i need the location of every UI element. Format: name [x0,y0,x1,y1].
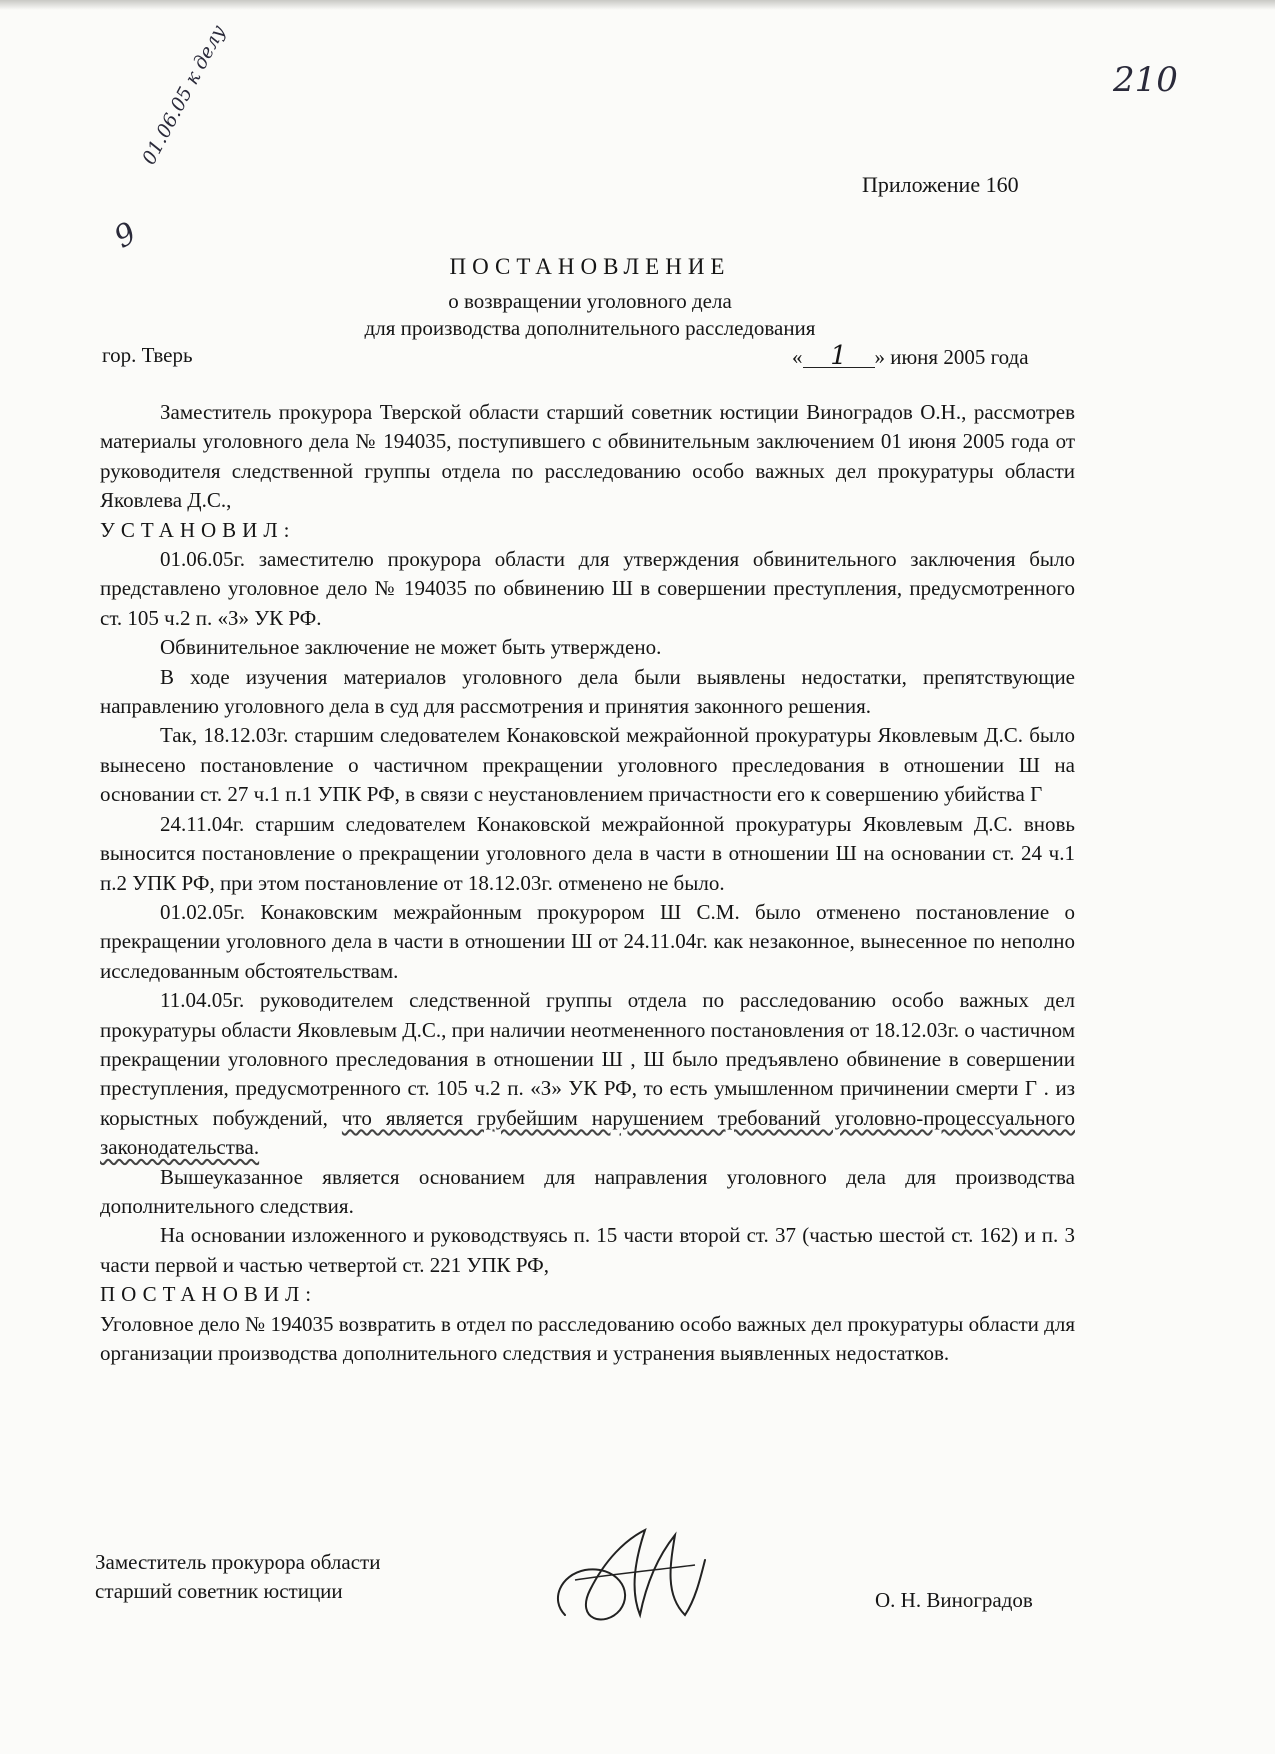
handwritten-margin-date: 01.06.05 к делу [138,21,230,169]
date-day-handwritten: 1 [830,341,847,371]
appendix-label: Приложение 160 [862,172,1019,197]
signatory-name: О. Н. Виноградов [875,1588,1033,1612]
signatory-position [95,1548,515,1606]
heading-established: УСТАНОВИЛ: [100,517,296,542]
handwritten-margin-mark: 9 [108,215,143,256]
signatory-position-line-1: Заместитель прокурора области [95,1550,381,1574]
document-title: ПОСТАНОВЛЕНИЕ [449,254,731,279]
paragraph-1: 01.06.05г. заместителю прокурора области для утверждения обвинительного заключения было представлено уголовное дело № 194035 по обвинению Ш в совершении преступления, предусмотренного ст. 105 ч.2 п. «З» УК РФ. [100,547,1075,630]
document-subtitle-2: для производства дополнительного расследования [364,316,816,340]
intro-paragraph: Заместитель прокурора Тверской области старший советник юстиции Виноградов О.Н., рассмотрев материалы уголовного дела № 194035, поступившего с обвинительным заключением 01 июня 2005 года от руководителя следственной группы отдела по расследованию особо важных дел прокуратуры области Яковлева Д.С., [100,400,1075,513]
paragraph-4: Так, 18.12.03г. старшим следователем Конаковской межрайонной прокуратуры Яковлевым Д.С. было вынесено постановление о частичном прекращении уголовного преследования в отношении Ш на основании ст. 27 ч.1 п.1 УПК РФ, в связи с неустановлением причастности его к совершению убийства Г [100,723,1075,807]
handwritten-page-number: 210 [1113,60,1178,100]
resolution-paragraph: Уголовное дело № 194035 возвратить в отдел по расследованию особо важных дел прокуратуры области для организации производства дополнительного следствия и устранения выявленных недостатков. [100,1311,1075,1365]
paragraph-8: Вышеуказанное является основанием для направления уголовного дела для производства дополнительного следствия. [100,1164,1075,1218]
signatory-position-line-2: старший советник юстиции [95,1579,343,1603]
paragraph-2: Обвинительное заключение не может быть утверждено. [160,635,662,660]
city: гор. Тверь [102,343,193,367]
heading-resolved: ПОСТАНОВИЛ: [100,1282,318,1307]
scan-edge [0,0,1275,10]
paragraph-9: На основании изложенного и руководствуясь п. 15 части второй ст. 37 (частью шестой ст. 162) и п. 3 части первой и частью четвертой ст. 221 УПК РФ, [100,1223,1075,1277]
paragraph-7: 11.04.05г. руководителем следственной группы отдела по расследованию особо важных дел прокуратуры области Яковлевым Д.С., при наличии неотмененного постановления от 18.12.03г. о частичном прекращении уголовного преследования в отношении Ш , Ш было предъявлено обвинение в совершении преступления, предусмотренного ст. 105 ч.2 п. «З» УК РФ, то есть умышленном причинении смерти Г . из корыстных побуждений, что является грубейшим нарушением требований уголовно-процессуального законодательства. [100,988,1075,1160]
underlined-emphasis: что является грубейшим нарушением требований уголовно-процессуального законодательства. [100,1105,1075,1160]
paragraph-5: 24.11.04г. старшим следователем Конаковской межрайонной прокуратуры Яковлевым Д.С. вновь выносится постановление о прекращении уголовного дела в части в отношении Ш на основании ст. 24 ч.1 п.2 УПК РФ, при этом постановление от 18.12.03г. отменено не было. [100,811,1075,895]
date-day-blank [803,341,875,371]
paragraph-6: 01.02.05г. Конаковским межрайонным прокурором Ш С.М. было отменено постановление о прекращении уголовного дела в части в отношении Ш от 24.11.04г. как незаконное, вынесенное по неполно исследованным обстоятельствам. [100,899,1075,983]
handwritten-signature [545,1520,715,1640]
document-subtitle-1: о возвращении уголовного дела [448,289,732,313]
document-date: « 1 » июня 2005 года [792,341,1029,371]
document-body [100,398,1075,1368]
paragraph-3: В ходе изучения материалов уголовного дела были выявлены недостатки, препятствующие направлению уголовного дела в суд для рассмотрения и принятия законного решения. [100,664,1075,719]
